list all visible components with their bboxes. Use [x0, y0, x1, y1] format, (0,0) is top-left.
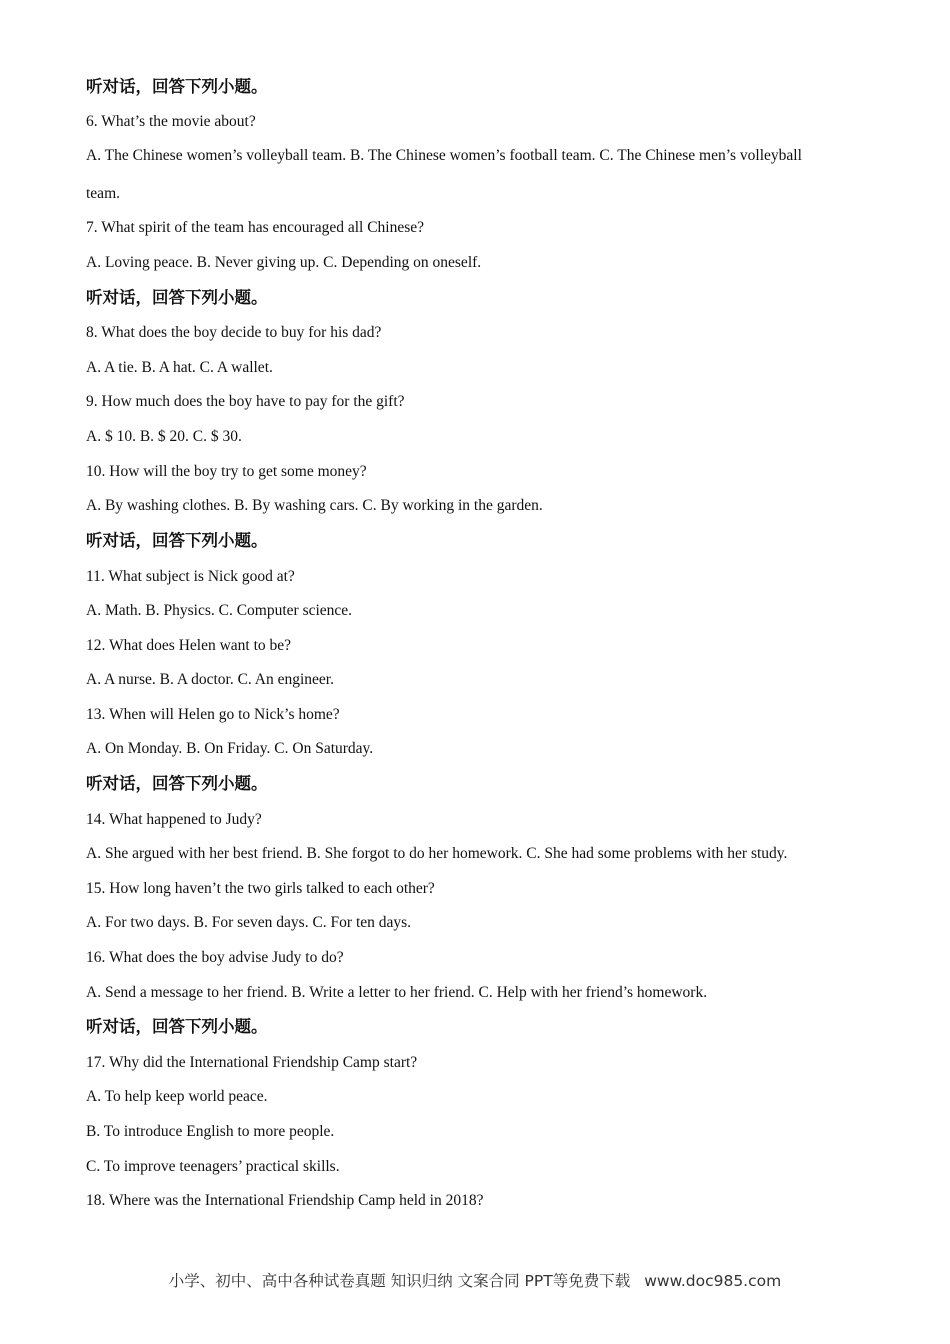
footer-link[interactable]: www.doc985.com	[644, 1272, 782, 1290]
options-11: A. Math. B. Physics. C. Computer science.	[86, 602, 353, 619]
section-heading: 听对话，回答下列小题。	[86, 77, 268, 96]
question-7: 7. What spirit of the team has encouraged all Chinese?	[86, 219, 425, 236]
options-6: A. The Chinese women’s volleyball team. B. The Chinese women’s football team. C. The Chinese men’s volleyball	[86, 147, 802, 164]
options-16: A. Send a message to her friend. B. Write a letter to her friend. C. Help with her friend’s homework.	[86, 984, 708, 1001]
question-14: 14. What happened to Judy?	[86, 811, 262, 828]
options-9: A. $ 10. B. $ 20. C. $ 30.	[86, 428, 242, 445]
question-11: 11. What subject is Nick good at?	[86, 568, 295, 585]
page-footer	[0, 1269, 950, 1291]
question-16: 16. What does the boy advise Judy to do?	[86, 949, 344, 966]
question-10: 10. How will the boy try to get some money?	[86, 463, 367, 480]
question-8: 8. What does the boy decide to buy for his dad?	[86, 324, 382, 341]
options-14: A. She argued with her best friend. B. She forgot to do her homework. C. She had some problems with her study.	[86, 845, 788, 862]
options-7: A. Loving peace. B. Never giving up. C. Depending on oneself.	[86, 254, 482, 271]
footer-text: 小学、初中、高中各种试卷真题 知识归纳 文案合同 PPT等免费下载	[168, 1272, 631, 1290]
question-17: 17. Why did the International Friendship Camp start?	[86, 1054, 418, 1071]
question-9: 9. How much does the boy have to pay for the gift?	[86, 393, 405, 410]
option-17b: B. To introduce English to more people.	[86, 1123, 335, 1140]
section-heading: 听对话，回答下列小题。	[86, 531, 268, 550]
section-heading: 听对话，回答下列小题。	[86, 1017, 268, 1036]
question-18: 18. Where was the International Friendship Camp held in 2018?	[86, 1192, 484, 1209]
options-15: A. For two days. B. For seven days. C. For ten days.	[86, 914, 412, 931]
question-12: 12. What does Helen want to be?	[86, 637, 292, 654]
question-6: 6. What’s the movie about?	[86, 113, 256, 130]
options-12: A. A nurse. B. A doctor. C. An engineer.	[86, 671, 334, 688]
section-heading: 听对话，回答下列小题。	[86, 288, 268, 307]
options-6-cont: team.	[86, 185, 120, 202]
question-15: 15. How long haven’t the two girls talked to each other?	[86, 880, 435, 897]
options-8: A. A tie. B. A hat. C. A wallet.	[86, 359, 273, 376]
options-13: A. On Monday. B. On Friday. C. On Saturday.	[86, 740, 374, 757]
option-17a: A. To help keep world peace.	[86, 1088, 268, 1105]
question-13: 13. When will Helen go to Nick’s home?	[86, 706, 340, 723]
section-heading: 听对话，回答下列小题。	[86, 774, 268, 793]
options-10: A. By washing clothes. B. By washing cars. C. By working in the garden.	[86, 497, 543, 514]
option-17c: C. To improve teenagers’ practical skills.	[86, 1158, 340, 1175]
